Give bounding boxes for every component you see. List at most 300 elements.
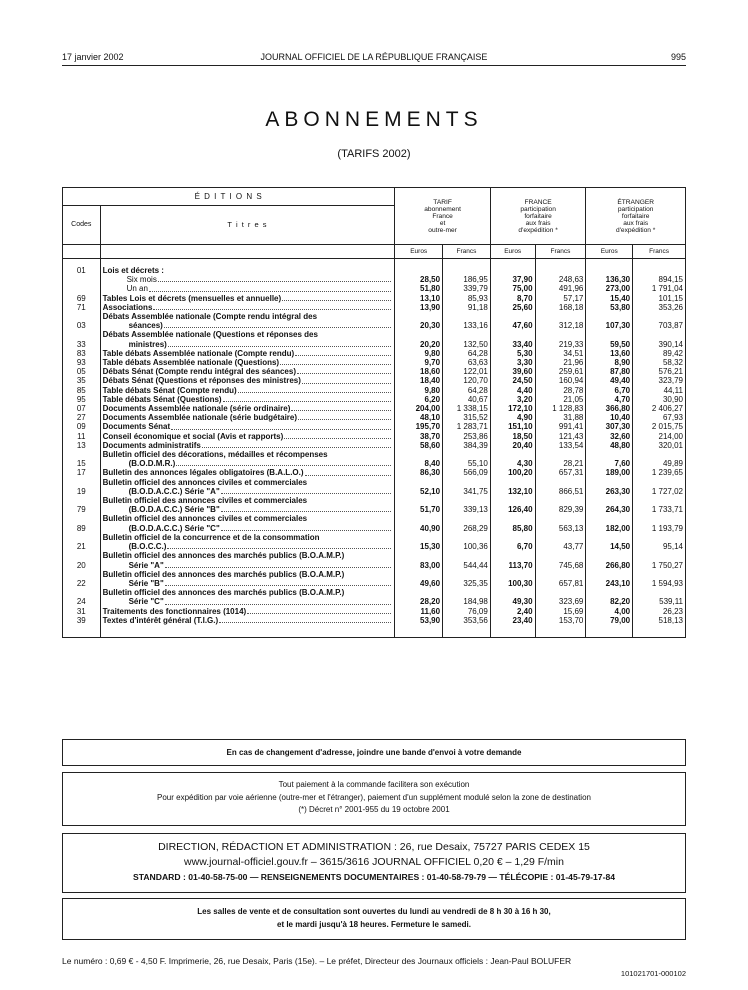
price-cell: 544,44 [443,551,491,569]
price-cell: 49,40 [586,376,633,385]
price-cell: 266,80 [586,551,633,569]
price-cell: 28,78 [535,386,586,395]
row-title-text: Documents administratifs [102,440,201,450]
table-row [63,533,686,551]
row-title-text: Documents Assemblée nationale (série budgétaire) [102,413,298,423]
price-cell: 243,10 [586,570,633,588]
price-cell: 307,30 [586,422,633,431]
price-cell: 43,77 [535,533,586,551]
table-header-row [63,188,686,206]
price-cell: 259,61 [535,367,586,376]
price-cell [490,264,535,275]
row-title [100,303,395,312]
row-code [63,284,101,293]
leader-dots [167,542,391,549]
price-cell: 3,20 [490,395,535,404]
table-row [63,367,686,376]
price-cell: 866,51 [535,478,586,496]
price-cell: 100,30 [490,570,535,588]
footer-imprint: Le numéro : 0,69 € - 4,50 F. Imprimerie, 26, rue Desaix, Paris (15e). – Le préfet, Directeur des Journaux officiels : Jean-Paul BOLUFER [62,956,572,966]
price-cell: 52,10 [395,478,443,496]
row-title-text: (B.O.C.C.) [128,542,167,552]
table-row [63,413,686,422]
page-subtitle: (TARIFS 2002) [337,148,411,160]
price-cell: 113,70 [490,551,535,569]
price-cell: 9,80 [395,386,443,395]
price-cell: 182,00 [586,514,633,532]
price-cell: 160,94 [535,376,586,385]
table-row [63,284,686,293]
price-cell: 86,30 [395,468,443,477]
row-title-text: Documents Sénat [102,422,171,432]
header-journal-name: JOURNAL OFFICIEL DE LA RÉPUBLIQUE FRANÇAISE [260,52,488,62]
price-cell: 100,20 [490,468,535,477]
price-cell: 566,09 [443,468,491,477]
row-title-text: Table débats Sénat (Questions) [102,394,222,404]
price-cell: 576,21 [633,367,686,376]
row-title-text: Bulletin des annonces légales obligatoires (B.A.L.O.) [102,468,304,478]
price-cell: 49,30 [490,588,535,606]
unit-cell: Francs [535,245,586,259]
row-code: 19 [63,478,101,496]
table-row [63,441,686,450]
price-cell: 745,68 [535,551,586,569]
price-cell: 107,30 [586,312,633,330]
table-row [63,514,686,532]
row-code: 85 [63,386,101,395]
price-cell: 8,90 [586,358,633,367]
table-row [63,607,686,616]
leader-dots [165,561,392,568]
price-cell: 91,18 [443,303,491,312]
price-cell: 133,16 [443,312,491,330]
price-cell: 4,90 [490,413,535,422]
price-cell: 214,00 [633,432,686,441]
hours-line: Les salles de vente et de consultation sont ouvertes du lundi au vendredi de 8 h 30 à 16 h 30, [197,907,551,916]
price-cell: 53,80 [586,303,633,312]
decree-reference: (*) Décret n° 2001-955 du 19 octobre 2001 [298,805,450,814]
price-cell: 13,60 [586,349,633,358]
leader-dots [223,395,392,402]
leader-dots [221,524,392,531]
row-title-text: Bulletin officiel de la concurrence et de la consommation [102,532,320,542]
row-title-text: Bulletin officiel des annonces des marchés publics (B.O.A.M.P.) [102,588,345,598]
row-title-text: séances) [128,321,163,331]
price-cell: 83,00 [395,551,443,569]
price-cell: 40,90 [395,514,443,532]
price-cell: 195,70 [395,422,443,431]
row-title-text: Textes d'intérêt général (T.I.G.) [102,615,219,625]
price-cell: 991,41 [535,422,586,431]
price-cell: 186,95 [443,275,491,284]
row-title-text: Associations [102,302,153,312]
row-title [100,275,395,284]
price-cell [443,264,491,275]
price-cell [633,264,686,275]
row-title-text: (B.O.D.A.C.C.) Série "A" [128,486,220,496]
table-row [63,404,686,413]
price-cell: 58,32 [633,358,686,367]
price-cell: 263,30 [586,478,633,496]
price-cell: 273,00 [586,284,633,293]
row-code: 95 [63,395,101,404]
footer-reference: 101021701-000102 [620,969,686,978]
header-page-number: 995 [670,52,686,62]
codes-header: Codes [63,206,101,245]
payment-notice [62,772,686,826]
row-title [100,413,395,422]
leader-dots [168,340,391,347]
row-code: 31 [63,607,101,616]
price-cell: 539,11 [633,588,686,606]
table-row [63,303,686,312]
header-rule [62,65,686,66]
price-cell: 1 733,71 [633,496,686,514]
row-title-text: Série "A" [128,560,164,570]
price-cell: 353,56 [443,616,491,625]
row-title [100,496,395,514]
price-cell: 76,09 [443,607,491,616]
leader-dots [219,616,391,623]
row-code: 35 [63,376,101,385]
price-cell: 64,28 [443,349,491,358]
price-cell: 894,15 [633,275,686,284]
price-cell: 59,50 [586,330,633,348]
price-cell: 219,33 [535,330,586,348]
row-title [100,395,395,404]
units-row [63,245,686,259]
price-cell: 136,30 [586,275,633,284]
row-code: 24 [63,588,101,606]
row-title-text: Table débats Sénat (Compte rendu) [102,385,237,395]
table-row [63,395,686,404]
row-code: 27 [63,413,101,422]
price-cell: 25,60 [490,303,535,312]
price-cell: 248,63 [535,275,586,284]
row-code: 71 [63,303,101,312]
leader-dots [284,432,391,439]
row-code: 15 [63,450,101,468]
row-code: 93 [63,358,101,367]
leader-dots [280,358,391,365]
row-title [100,616,395,625]
price-cell: 122,01 [443,367,491,376]
leader-dots [302,376,391,383]
row-title-text: Six mois [126,275,157,285]
row-title [100,367,395,376]
row-code: 01 [63,264,101,275]
table-row [63,386,686,395]
row-title [100,312,395,330]
table-row [63,312,686,330]
row-code: 20 [63,551,101,569]
row-title [100,441,395,450]
price-cell: 6,20 [395,395,443,404]
price-cell: 53,90 [395,616,443,625]
price-cell: 1 338,15 [443,404,491,413]
table-row [63,616,686,625]
row-title-text: Documents Assemblée nationale (série ordinaire) [102,404,291,414]
row-title [100,422,395,431]
table-row [63,468,686,477]
price-cell: 325,35 [443,570,491,588]
leader-dots [221,505,392,512]
row-code: 13 [63,441,101,450]
price-cell: 44,11 [633,386,686,395]
leader-dots [176,459,391,466]
price-cell: 184,98 [443,588,491,606]
leader-dots [202,441,391,448]
price-cell: 63,63 [443,358,491,367]
price-cell: 390,14 [633,330,686,348]
unit-cell: Euros [395,245,443,259]
price-cell: 518,13 [633,616,686,625]
row-title-text: Débats Sénat (Compte rendu intégral des séances) [102,367,296,377]
table-row [63,275,686,284]
price-cell: 14,50 [586,533,633,551]
row-title-text: ministres) [128,339,167,349]
price-cell: 323,79 [633,376,686,385]
price-cell: 657,31 [535,468,586,477]
price-cell: 204,00 [395,404,443,413]
etranger-header: ÉTRANGER participation forfaitaire aux frais d'expédition * [586,188,686,245]
row-title [100,294,395,303]
price-cell: 9,80 [395,349,443,358]
row-code: 83 [63,349,101,358]
price-cell [586,264,633,275]
price-cell: 323,69 [535,588,586,606]
price-cell: 11,60 [395,607,443,616]
price-cell: 132,50 [443,330,491,348]
price-cell: 8,70 [490,294,535,303]
price-cell: 34,51 [535,349,586,358]
price-cell: 151,10 [490,422,535,431]
price-cell: 1 727,02 [633,478,686,496]
row-title-text: (B.O.D.M.R.) [128,459,176,469]
leader-dots [247,607,391,614]
price-cell: 1 283,71 [443,422,491,431]
row-title-text: Bulletin officiel des annonces civiles et commerciales [102,496,308,506]
price-cell: 38,70 [395,432,443,441]
price-cell: 55,10 [443,450,491,468]
price-cell: 9,70 [395,358,443,367]
table-row [63,478,686,496]
price-cell: 703,87 [633,312,686,330]
direction-phones: STANDARD : 01-40-58-75-00 — RENSEIGNEMENTS DOCUMENTAIRES : 01-40-58-79-79 — TÉLÉCOPIE : 01-45-79-17-84 [132,872,616,882]
row-code: 09 [63,422,101,431]
price-cell: 189,00 [586,468,633,477]
table-body [63,264,686,625]
editions-header: É D I T I O N S [63,188,395,206]
table-row [63,570,686,588]
leader-dots [297,367,391,374]
row-code: 05 [63,367,101,376]
price-cell: 8,40 [395,450,443,468]
price-cell: 21,05 [535,395,586,404]
leader-dots [305,468,392,475]
row-title [100,607,395,616]
leader-dots [295,349,391,356]
price-cell: 64,28 [443,386,491,395]
tarif-header: TARIF abonnement France et outre-mer [395,188,491,245]
row-title-text: (B.O.D.A.C.C.) Série "C" [128,523,220,533]
price-cell: 7,60 [586,450,633,468]
price-cell: 85,93 [443,294,491,303]
leader-dots [165,597,392,604]
row-title-text: Bulletin officiel des annonces civiles et commerciales [102,514,308,524]
row-title [100,478,395,496]
price-cell: 48,80 [586,441,633,450]
price-cell: 49,89 [633,450,686,468]
price-cell: 58,60 [395,441,443,450]
row-title [100,432,395,441]
price-cell: 75,00 [490,284,535,293]
row-title-text: Série "B" [128,578,164,588]
row-code: 79 [63,496,101,514]
leader-dots [165,579,392,586]
price-cell: 268,29 [443,514,491,532]
price-cell: 4,30 [490,450,535,468]
table-row [63,588,686,606]
price-cell: 339,79 [443,284,491,293]
price-cell: 4,00 [586,607,633,616]
price-cell: 1 750,27 [633,551,686,569]
price-cell: 48,10 [395,413,443,422]
price-cell: 18,40 [395,376,443,385]
price-cell: 1 791,04 [633,284,686,293]
table-row [63,496,686,514]
row-title [100,450,395,468]
row-title-text: Table débats Assemblée nationale (Questions) [102,358,280,368]
row-code: 89 [63,514,101,532]
price-cell: 491,96 [535,284,586,293]
price-cell: 10,40 [586,413,633,422]
direction-address: DIRECTION, RÉDACTION ET ADMINISTRATION : 26, rue Desaix, 75727 PARIS CEDEX 15 [158,841,590,853]
price-cell: 49,60 [395,570,443,588]
tariff-table [62,187,686,638]
price-cell: 18,50 [490,432,535,441]
address-change-notice: En cas de changement d'adresse, joindre une bande d'envoi à votre demande [62,739,686,766]
row-title-text: Série "C" [128,597,164,607]
table-row [63,450,686,468]
price-cell: 57,17 [535,294,586,303]
price-cell: 133,54 [535,441,586,450]
price-cell: 47,60 [490,312,535,330]
page-title: ABONNEMENTS [265,108,483,131]
price-cell: 6,70 [490,533,535,551]
price-cell: 18,60 [395,367,443,376]
price-cell: 829,39 [535,496,586,514]
price-cell: 13,10 [395,294,443,303]
price-cell: 30,90 [633,395,686,404]
price-cell: 126,40 [490,496,535,514]
price-cell: 320,01 [633,441,686,450]
row-code: 69 [63,294,101,303]
row-title-text: Traitements des fonctionnaires (1014) [102,606,247,616]
opening-hours-box [62,898,686,940]
leader-dots [164,321,391,328]
leader-dots [238,386,392,393]
price-cell: 339,13 [443,496,491,514]
row-title-text: Bulletin officiel des annonces des marchés publics (B.O.A.M.P.) [102,569,345,579]
row-title-text: Tables Lois et décrets (mensuelles et annuelle) [102,293,282,303]
price-cell: 121,43 [535,432,586,441]
leader-dots [158,275,391,282]
price-cell [395,264,443,275]
leader-dots [291,404,391,411]
price-cell [535,264,586,275]
hours-line: et le mardi jusqu'à 18 heures. Fermeture le samedi. [277,919,471,929]
leader-dots [298,413,391,420]
price-cell: 2,40 [490,607,535,616]
row-title-text: Conseil économique et social (Avis et rapports) [102,431,284,441]
row-code: 39 [63,616,101,625]
price-cell: 1 239,65 [633,468,686,477]
unit-cell: Francs [633,245,686,259]
price-cell: 153,70 [535,616,586,625]
table-row [63,551,686,569]
price-cell: 101,15 [633,294,686,303]
price-cell: 315,52 [443,413,491,422]
payment-line: Pour expédition par voie aérienne (outre-mer et l'étranger), paiement d'un supplément modulé selon la zone de destination [157,792,591,802]
price-cell: 1 594,93 [633,570,686,588]
row-code: 21 [63,533,101,551]
price-cell: 51,80 [395,284,443,293]
price-cell: 120,70 [443,376,491,385]
row-title [100,376,395,385]
price-cell: 384,39 [443,441,491,450]
table-row [63,358,686,367]
price-cell: 3,30 [490,358,535,367]
price-cell: 85,80 [490,514,535,532]
leader-dots [149,284,391,291]
price-cell: 20,40 [490,441,535,450]
table-row [63,376,686,385]
price-cell: 6,70 [586,386,633,395]
unit-cell: Euros [490,245,535,259]
price-cell: 2 015,75 [633,422,686,431]
price-cell: 341,75 [443,478,491,496]
price-cell: 82,20 [586,588,633,606]
row-title [100,330,395,348]
price-cell: 366,80 [586,404,633,413]
row-code: 17 [63,468,101,477]
price-cell: 20,20 [395,330,443,348]
row-title-text: Table débats Assemblée nationale (Compte rendu) [102,348,295,358]
price-cell: 23,40 [490,616,535,625]
price-cell: 132,10 [490,478,535,496]
row-title [100,533,395,551]
leader-dots [221,487,392,494]
price-cell: 168,18 [535,303,586,312]
table-row [63,294,686,303]
payment-line: Tout paiement à la commande facilitera son exécution [278,780,470,789]
price-cell: 5,30 [490,349,535,358]
price-cell: 39,60 [490,367,535,376]
row-title-text: Débats Assemblée nationale (Compte rendu intégral des [102,312,318,322]
header-date: 17 janvier 2002 [62,52,124,62]
row-title-text: Un an [126,284,148,294]
row-title [100,404,395,413]
row-title [100,468,395,477]
row-code: 11 [63,432,101,441]
price-cell: 95,14 [633,533,686,551]
table-row [63,432,686,441]
price-cell: 40,67 [443,395,491,404]
row-title [100,264,395,275]
row-title [100,514,395,532]
row-title [100,386,395,395]
